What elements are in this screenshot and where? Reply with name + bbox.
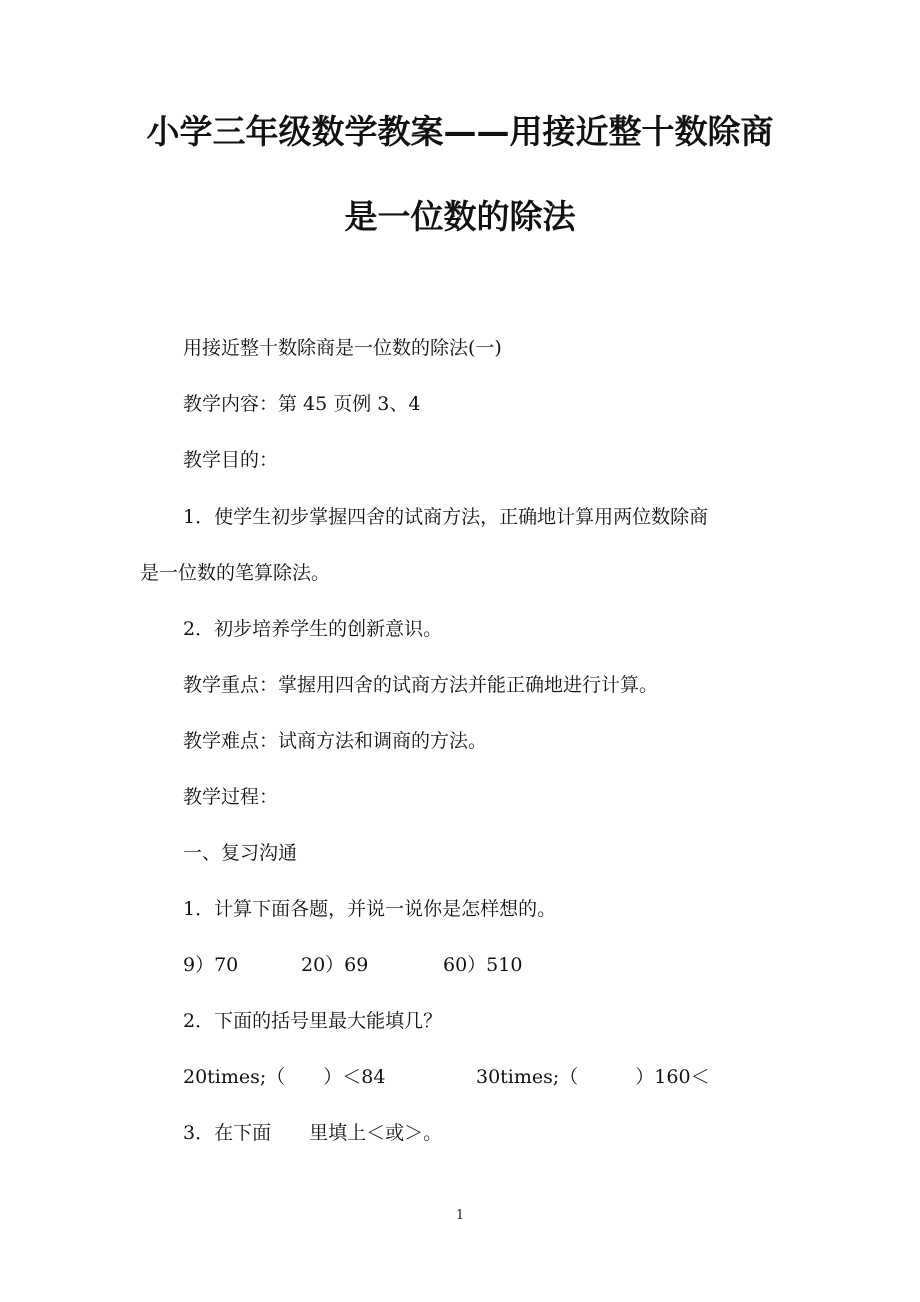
teaching-content: 教学内容：第 45 页例 3、4 (183, 393, 421, 415)
teaching-process-label: 教学过程： (183, 786, 279, 808)
teaching-goal-label: 教学目的： (183, 449, 279, 471)
goal-item-1: 1．使学生初步掌握四舍的试商方法，正确地计算用两位数除商 (183, 506, 709, 528)
goal-item-1-continued: 是一位数的笔算除法。 (140, 562, 331, 584)
document-title-line-1: 小学三年级数学教案——用接近整十数除商 (146, 112, 774, 151)
review-item-3: 3．在下面 里填上＜或＞。 (183, 1122, 443, 1144)
review-heading: 一、复习沟通 (183, 842, 298, 864)
review-item-2: 2．下面的括号里最大能填几？ (183, 1010, 443, 1032)
calc-problem: 20）69 (301, 954, 369, 976)
document-title-line-2: 是一位数的除法 (344, 197, 576, 236)
page-number: 1 (455, 1208, 465, 1223)
fill-blank-problem: 20times;（ ）＜84 (183, 1066, 386, 1088)
fill-blank-problem: 30times;（ ）160＜ (476, 1066, 710, 1088)
section-heading: 用接近整十数除商是一位数的除法(一) (183, 337, 502, 359)
teaching-key-point: 教学重点：掌握用四舍的试商方法并能正确地进行计算。 (183, 674, 659, 696)
teaching-difficulty: 教学难点：试商方法和调商的方法。 (183, 730, 488, 752)
review-item-1: 1．计算下面各题，并说一说你是怎样想的。 (183, 898, 557, 920)
goal-item-2: 2．初步培养学生的创新意识。 (183, 618, 443, 640)
calc-problem: 60）510 (443, 954, 523, 976)
calc-problem: 9）70 (183, 954, 239, 976)
